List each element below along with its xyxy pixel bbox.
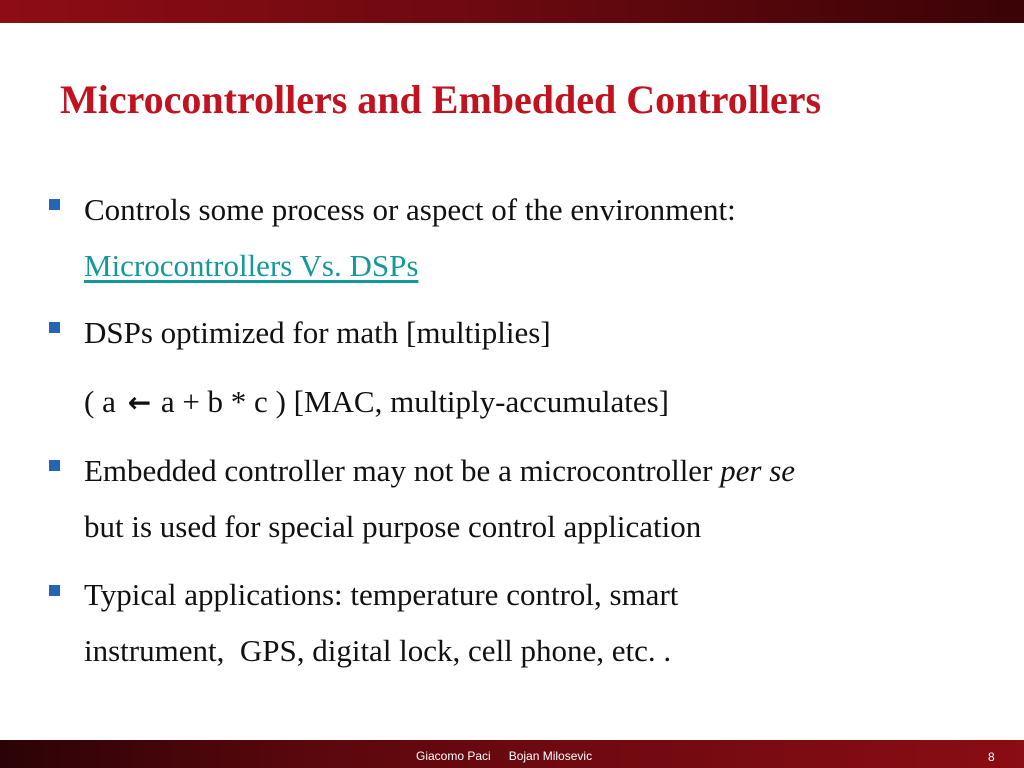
footer-authors [416,749,592,763]
footer-author-1: Giacomo Paci [416,749,491,763]
bullet-2-formula [84,383,669,422]
page-number: 8 [988,750,995,764]
slide-title: Microcontrollers and Embedded Controllers [60,77,822,122]
bullet-square-icon [49,585,60,596]
per-se-italic: per se [720,453,796,488]
bullet-square-icon [49,322,60,333]
left-arrow-icon: ← [127,386,152,419]
bullet-3-text: Embedded controller may not be a microcontroller [84,453,721,488]
bullet-square-icon [49,460,60,471]
bullet-1-link-line [84,247,418,285]
formula-suffix: a + b * c ) [MAC, multiply-accumulates] [153,384,669,419]
bullet-1-text: Controls some process or aspect of the environment: [84,192,736,227]
bullet-3-line-1 [84,452,795,490]
footer-author-2: Bojan Milosevic [508,749,593,763]
formula-prefix: ( a [84,384,124,419]
bullet-4-line-2: instrument, GPS, digital lock, cell phone, etc. . [84,633,672,668]
bullet-2-text: DSPs optimized for math [multiplies] [84,315,551,350]
bullet-3-line-2: but is used for special purpose control application [84,509,702,544]
bullet-square-icon [49,199,60,210]
bullet-4-line-1: Typical applications: temperature control, smart [84,577,679,612]
microcontrollers-vs-dsps-link[interactable]: Microcontrollers Vs. DSPs [84,248,419,283]
